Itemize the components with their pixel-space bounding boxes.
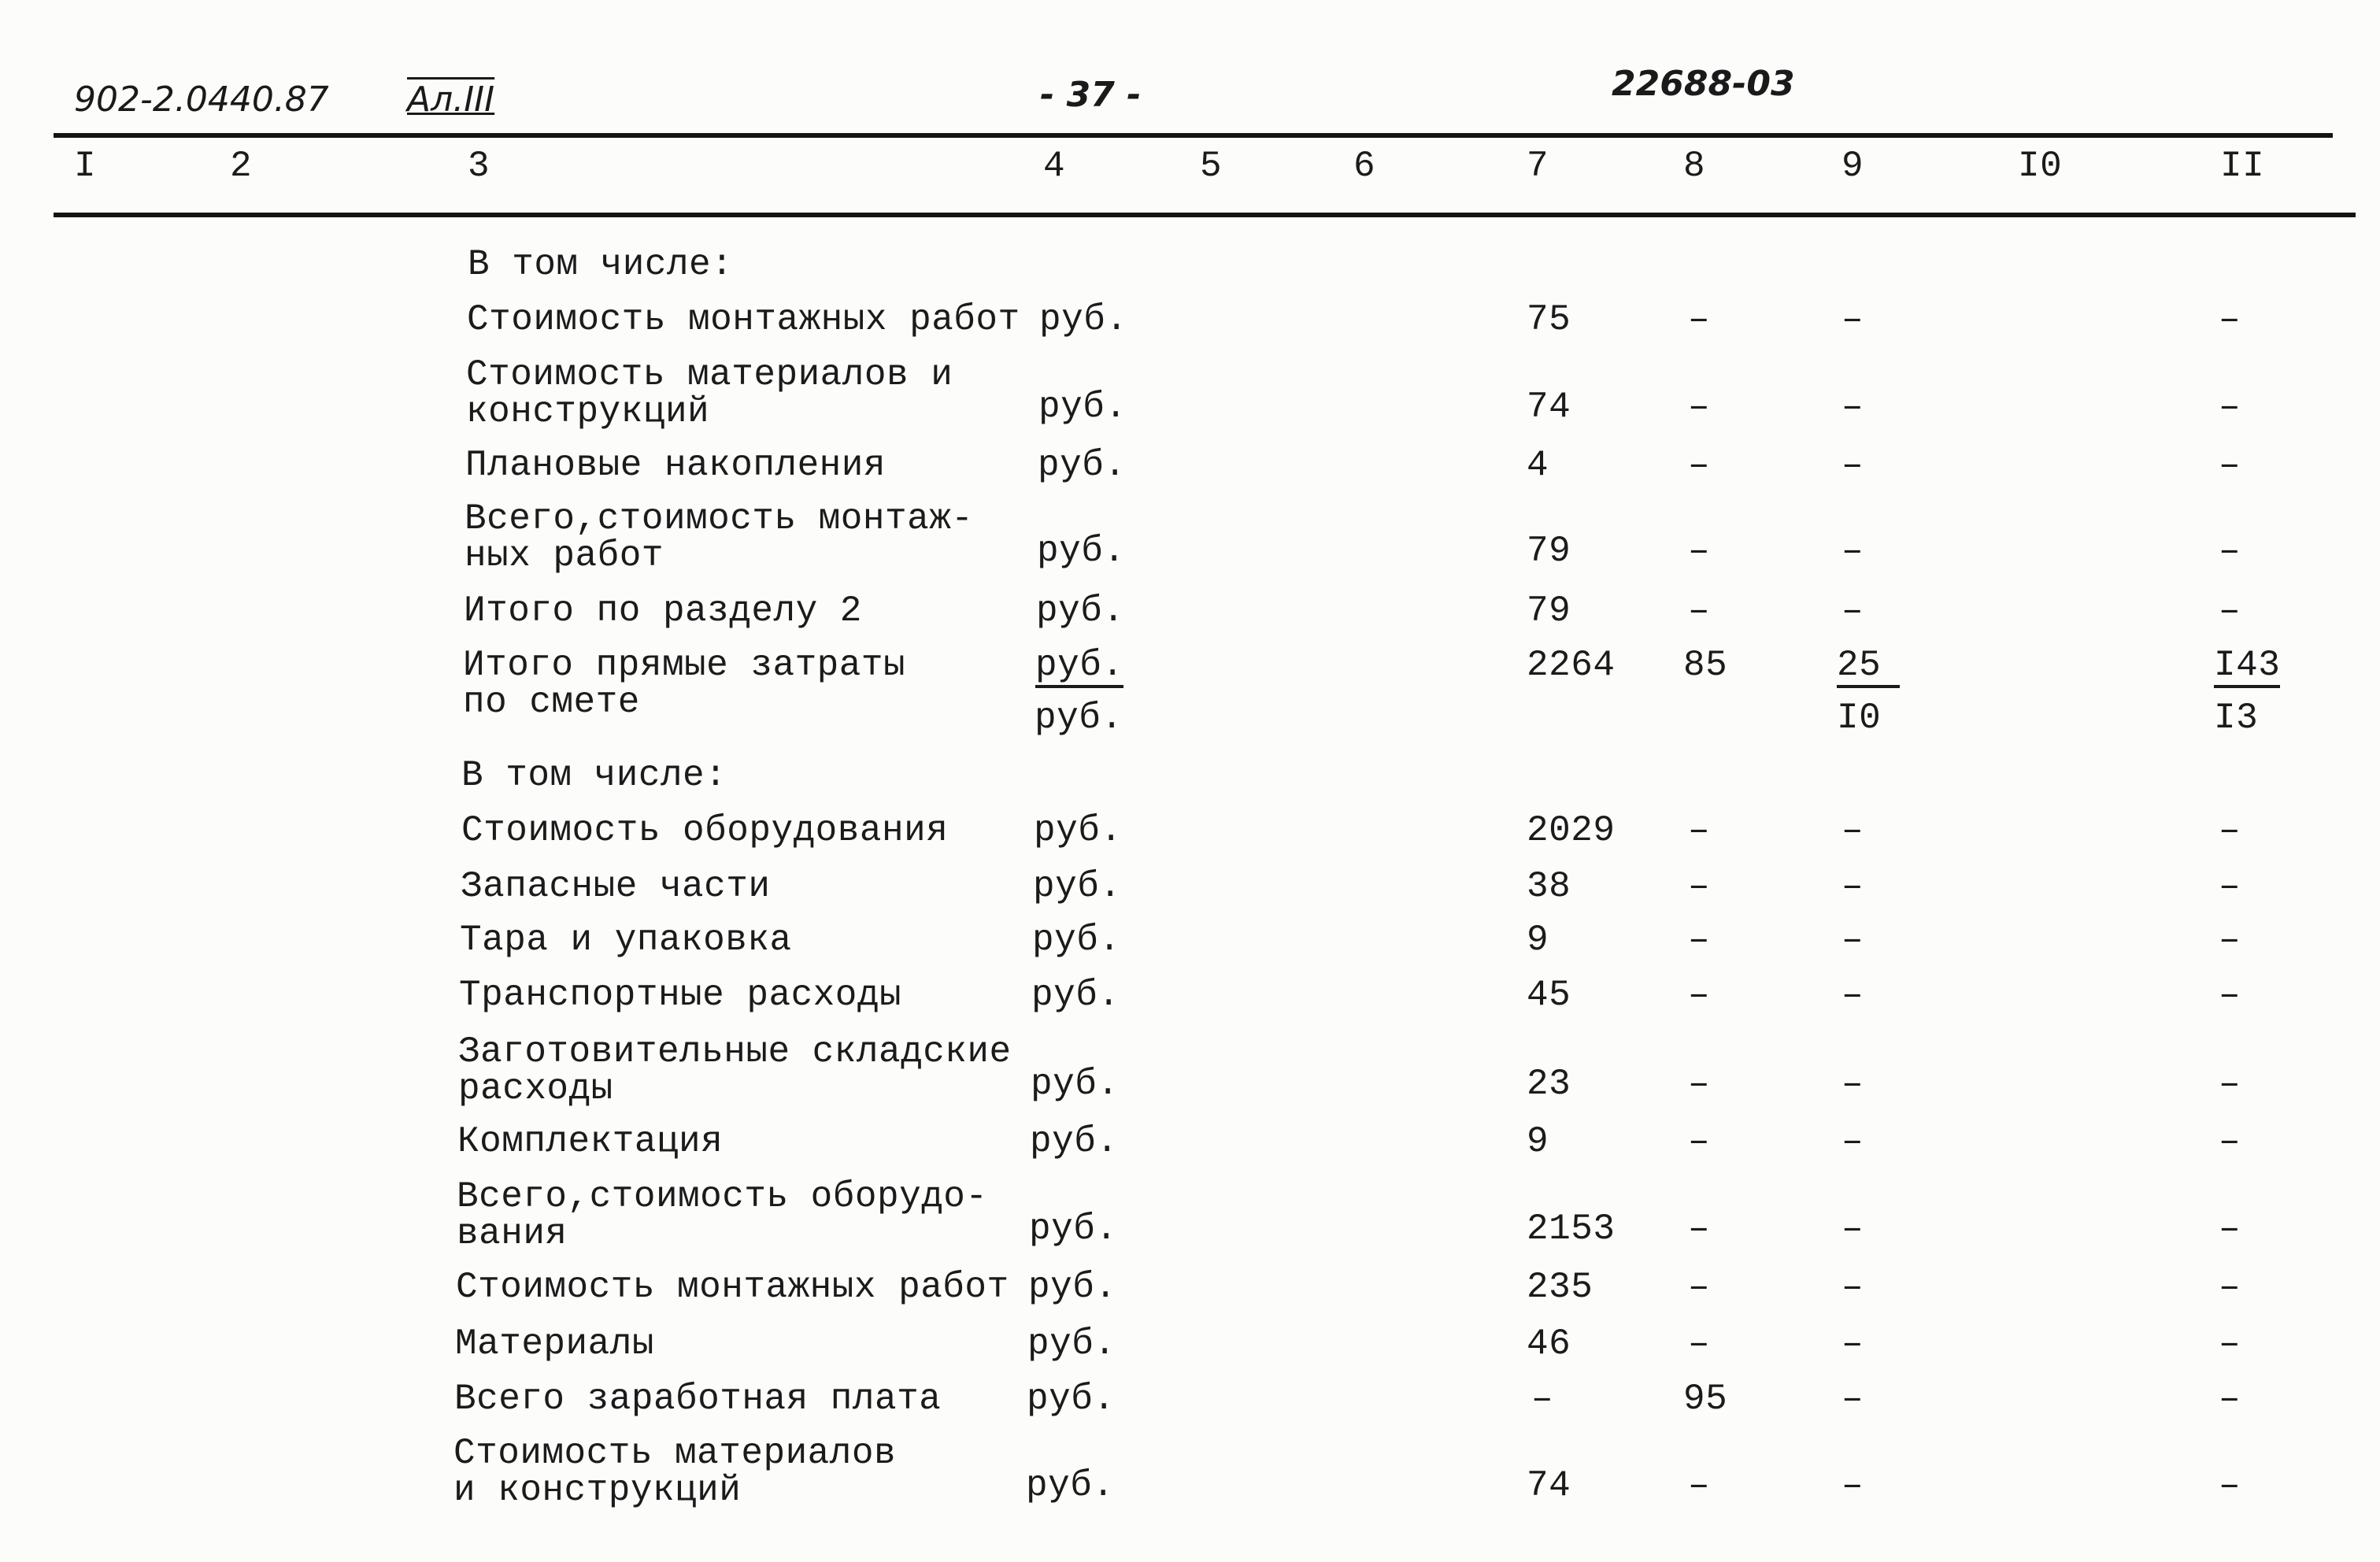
cell-col8: –	[1688, 975, 1711, 1016]
cell-col7: 4	[1527, 445, 1549, 486]
cell-col11: –	[2219, 299, 2241, 340]
cell-col7: 23	[1527, 1064, 1571, 1105]
page-number: - 37 -	[1040, 75, 1142, 115]
column-header-7: 7	[1527, 146, 1549, 187]
cell-col9: 25	[1837, 647, 1900, 688]
column-header-3: 3	[468, 146, 490, 187]
cell-col8: –	[1688, 590, 1711, 631]
column-header-2: 2	[230, 146, 253, 187]
column-header-10: I0	[2018, 146, 2063, 187]
cell-col11: –	[2219, 920, 2241, 961]
row-label: Запасные части	[461, 866, 771, 907]
row-label: Стоимость монтажных работ	[456, 1267, 1009, 1308]
column-header-4: 4	[1043, 146, 1066, 187]
cell-col8: –	[1688, 810, 1711, 851]
column-header-5: 5	[1200, 146, 1223, 187]
cell-col9: –	[1841, 810, 1864, 851]
column-header-11: II	[2220, 146, 2265, 187]
row-label: конструкций	[466, 391, 710, 432]
unit-cell: руб.	[1033, 866, 1122, 907]
row-label: и конструкций	[453, 1470, 742, 1511]
row-label: Плановые накопления	[465, 445, 886, 486]
cell-col11: –	[2219, 1209, 2241, 1249]
cell-col11: I43	[2214, 647, 2280, 688]
row-label: Всего,стоимость монтаж-	[465, 498, 974, 539]
cell-col8: –	[1688, 866, 1711, 907]
row-label: расходы	[458, 1068, 613, 1109]
cell-col8: 85	[1683, 645, 1728, 686]
unit-cell: руб.	[1026, 1465, 1115, 1506]
row-label: вания	[457, 1213, 568, 1254]
cell-col7: 46	[1527, 1323, 1571, 1364]
header-rule-bottom	[54, 213, 2356, 217]
cell-col7: 2153	[1527, 1209, 1616, 1249]
cell-col9: –	[1841, 975, 1864, 1016]
row-label: Всего заработная плата	[454, 1379, 942, 1419]
cell-col8: –	[1688, 387, 1711, 428]
row-label: Транспортные расходы	[459, 975, 902, 1016]
row-label: В том числе:	[468, 244, 734, 285]
cell-col11: –	[2219, 445, 2241, 486]
cell-col9: –	[1841, 590, 1864, 631]
cell-col8: –	[1688, 1209, 1711, 1249]
cell-col7: 235	[1527, 1267, 1593, 1308]
unit-cell: руб.	[1032, 920, 1121, 961]
cell-col8: –	[1688, 531, 1711, 572]
row-label: ных работ	[465, 535, 664, 576]
cell-col8: 95	[1683, 1379, 1728, 1419]
column-header-9: 9	[1841, 146, 1864, 187]
cell-col8: –	[1688, 299, 1711, 340]
cell-col11: –	[2219, 975, 2241, 1016]
cell-col7: 2264	[1527, 645, 1616, 686]
cell-col8: –	[1688, 1267, 1711, 1308]
row-label: Тара и упаковка	[460, 920, 792, 961]
unit-cell: руб.	[1038, 387, 1127, 428]
cell-col9: –	[1841, 531, 1864, 572]
row-label: В том числе:	[461, 755, 727, 796]
row-label: Всего,стоимость оборудо-	[457, 1176, 988, 1217]
unit-cell: руб.	[1039, 299, 1128, 340]
cell-col9: I0	[1837, 698, 1882, 738]
cell-col9: –	[1841, 1209, 1864, 1249]
cell-col7: 74	[1527, 1465, 1571, 1506]
cell-col11: –	[2219, 531, 2241, 572]
row-label: Стоимость монтажных работ	[467, 299, 1020, 340]
unit-cell: руб.	[1029, 1209, 1118, 1249]
column-header-6: 6	[1353, 146, 1376, 187]
unit-cell: руб.	[1037, 531, 1126, 572]
cell-col9: –	[1841, 1267, 1864, 1308]
unit-cell: руб.	[1035, 698, 1123, 738]
cell-col11: –	[2219, 1121, 2241, 1162]
cell-col9: –	[1841, 445, 1864, 486]
cell-col9: –	[1841, 387, 1864, 428]
cell-col7: 38	[1527, 866, 1571, 907]
cell-col7: 2029	[1527, 810, 1616, 851]
row-label: Комплектация	[457, 1121, 724, 1162]
unit-cell: руб.	[1027, 1379, 1116, 1419]
unit-cell: руб.	[1038, 445, 1127, 486]
cell-col11: –	[2219, 810, 2241, 851]
cell-col11: I3	[2214, 698, 2259, 738]
row-label: Итого прямые затраты	[463, 645, 906, 686]
unit-cell: руб.	[1027, 1323, 1116, 1364]
header-rule-top	[54, 133, 2333, 138]
unit-cell: руб.	[1034, 810, 1123, 851]
document-code: 902-2.0440.87	[74, 80, 329, 120]
project-number: 22688-03	[1612, 64, 1795, 104]
cell-col9: –	[1841, 299, 1864, 340]
unit-cell: руб.	[1035, 647, 1123, 688]
cell-col9: –	[1841, 1064, 1864, 1105]
cell-col8: –	[1688, 445, 1711, 486]
row-label: Итого по разделу 2	[464, 590, 862, 631]
cell-col11: –	[2219, 1379, 2241, 1419]
cell-col11: –	[2219, 1323, 2241, 1364]
cell-col7: 45	[1527, 975, 1571, 1016]
cell-col7: 9	[1527, 920, 1549, 961]
cell-col9: –	[1841, 1323, 1864, 1364]
cell-col11: –	[2219, 387, 2241, 428]
cell-col7: 75	[1527, 299, 1571, 340]
cell-col8: –	[1688, 1465, 1711, 1506]
cell-col9: –	[1841, 1379, 1864, 1419]
unit-cell: руб.	[1030, 1121, 1119, 1162]
row-label: по смете	[463, 682, 640, 723]
cell-col11: –	[2219, 1465, 2241, 1506]
unit-cell: руб.	[1036, 590, 1125, 631]
row-label: Материалы	[455, 1323, 654, 1364]
cell-col9: –	[1841, 1465, 1864, 1506]
unit-cell: руб.	[1031, 975, 1120, 1016]
unit-cell: руб.	[1028, 1267, 1117, 1308]
cell-col8: –	[1688, 1064, 1711, 1105]
cell-col7: 9	[1527, 1121, 1549, 1162]
cell-col11: –	[2219, 590, 2241, 631]
cell-col11: –	[2219, 1064, 2241, 1105]
cell-col9: –	[1841, 920, 1864, 961]
row-label: Стоимость материалов и	[466, 354, 953, 395]
cell-col7: –	[1531, 1379, 1554, 1419]
column-header-8: 8	[1683, 146, 1706, 187]
cell-col8: –	[1688, 920, 1711, 961]
album-number: Ал.III	[407, 80, 495, 120]
row-label: Стоимость материалов	[453, 1433, 897, 1474]
cell-col7: 79	[1527, 590, 1571, 631]
unit-cell: руб.	[1031, 1064, 1120, 1105]
column-header-1: I	[74, 146, 97, 187]
cell-col9: –	[1841, 866, 1864, 907]
cell-col8: –	[1688, 1323, 1711, 1364]
row-label: Стоимость оборудования	[461, 810, 949, 851]
cell-col11: –	[2219, 1267, 2241, 1308]
cell-col7: 79	[1527, 531, 1571, 572]
cell-col7: 74	[1527, 387, 1571, 428]
row-label: Заготовительные складские	[458, 1031, 1012, 1072]
cell-col9: –	[1841, 1121, 1864, 1162]
cell-col11: –	[2219, 866, 2241, 907]
cell-col8: –	[1688, 1121, 1711, 1162]
